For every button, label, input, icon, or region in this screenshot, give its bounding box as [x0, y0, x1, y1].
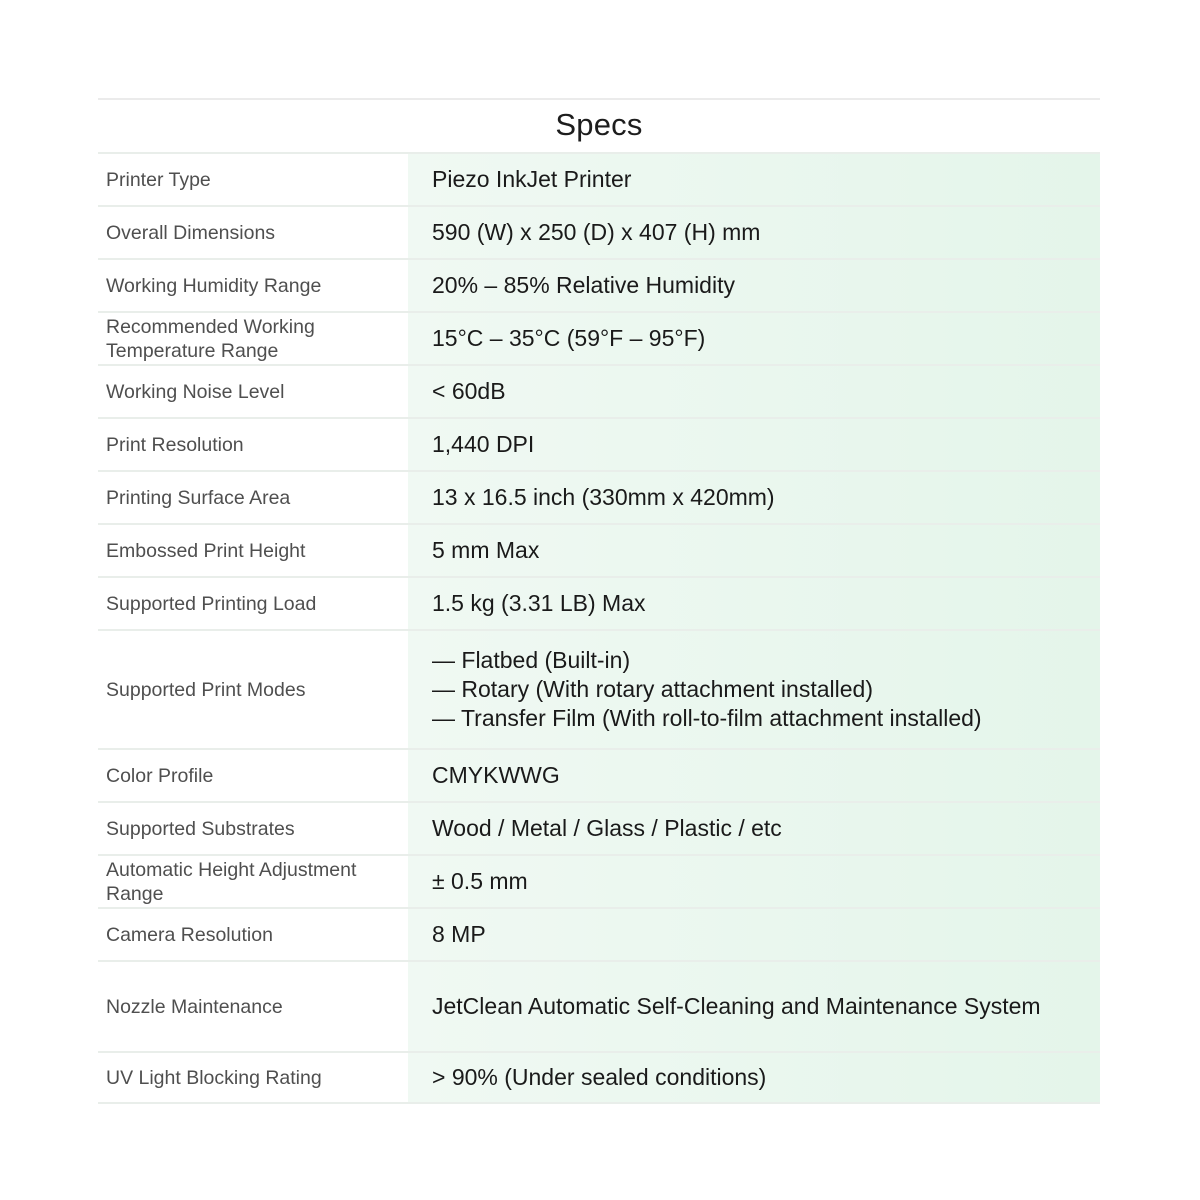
spec-value: Wood / Metal / Glass / Plastic / etc	[408, 803, 1100, 854]
spec-value: 1.5 kg (3.31 LB) Max	[408, 578, 1100, 629]
spec-row	[98, 801, 1100, 854]
spec-row	[98, 748, 1100, 801]
spec-value: 20% – 85% Relative Humidity	[408, 260, 1100, 311]
spec-row	[98, 907, 1100, 960]
spec-row	[98, 417, 1100, 470]
spec-label: Supported Print Modes	[98, 631, 408, 748]
spec-row	[98, 205, 1100, 258]
spec-label: Camera Resolution	[98, 909, 408, 960]
spec-value: < 60dB	[408, 366, 1100, 417]
spec-label: Color Profile	[98, 750, 408, 801]
spec-value: ± 0.5 mm	[408, 856, 1100, 907]
print-modes-list	[432, 646, 982, 733]
spec-row	[98, 854, 1100, 907]
spec-label: Supported Printing Load	[98, 578, 408, 629]
spec-label: Embossed Print Height	[98, 525, 408, 576]
spec-row	[98, 1051, 1100, 1104]
spec-label: Overall Dimensions	[98, 207, 408, 258]
spec-row	[98, 523, 1100, 576]
spec-value: CMYKWWG	[408, 750, 1100, 801]
spec-value: Piezo InkJet Printer	[408, 154, 1100, 205]
print-mode-item: — Flatbed (Built-in)	[432, 647, 631, 673]
spec-label: Printing Surface Area	[98, 472, 408, 523]
spec-label: Supported Substrates	[98, 803, 408, 854]
spec-row	[98, 629, 1100, 748]
spec-value: 590 (W) x 250 (D) x 407 (H) mm	[408, 207, 1100, 258]
spec-value: 15°C – 35°C (59°F – 95°F)	[408, 313, 1100, 364]
page-title: Specs	[555, 107, 643, 142]
spec-value: 8 MP	[408, 909, 1100, 960]
spec-label: Recommended Working Temperature Range	[98, 313, 408, 364]
spec-label: Print Resolution	[98, 419, 408, 470]
spec-value: 13 x 16.5 inch (330mm x 420mm)	[408, 472, 1100, 523]
spec-label: UV Light Blocking Rating	[98, 1053, 408, 1102]
spec-label: Automatic Height Adjustment Range	[98, 856, 408, 907]
spec-row	[98, 311, 1100, 364]
print-mode-item: — Rotary (With rotary attachment installed)	[432, 676, 873, 702]
spec-label: Working Humidity Range	[98, 260, 408, 311]
spec-value: 5 mm Max	[408, 525, 1100, 576]
spec-row	[98, 152, 1100, 205]
spec-label: Working Noise Level	[98, 366, 408, 417]
spec-row	[98, 258, 1100, 311]
spec-value: JetClean Automatic Self-Cleaning and Maintenance System	[408, 962, 1100, 1051]
spec-value: > 90% (Under sealed conditions)	[408, 1053, 1100, 1102]
spec-label: Nozzle Maintenance	[98, 962, 408, 1051]
spec-value: 1,440 DPI	[408, 419, 1100, 470]
specs-table	[98, 98, 1100, 1104]
spec-value	[408, 631, 1100, 748]
spec-row	[98, 470, 1100, 523]
spec-row	[98, 960, 1100, 1051]
print-mode-item: — Transfer Film (With roll-to-film attachment installed)	[432, 705, 982, 731]
spec-row	[98, 364, 1100, 417]
spec-row	[98, 576, 1100, 629]
spec-label: Printer Type	[98, 154, 408, 205]
